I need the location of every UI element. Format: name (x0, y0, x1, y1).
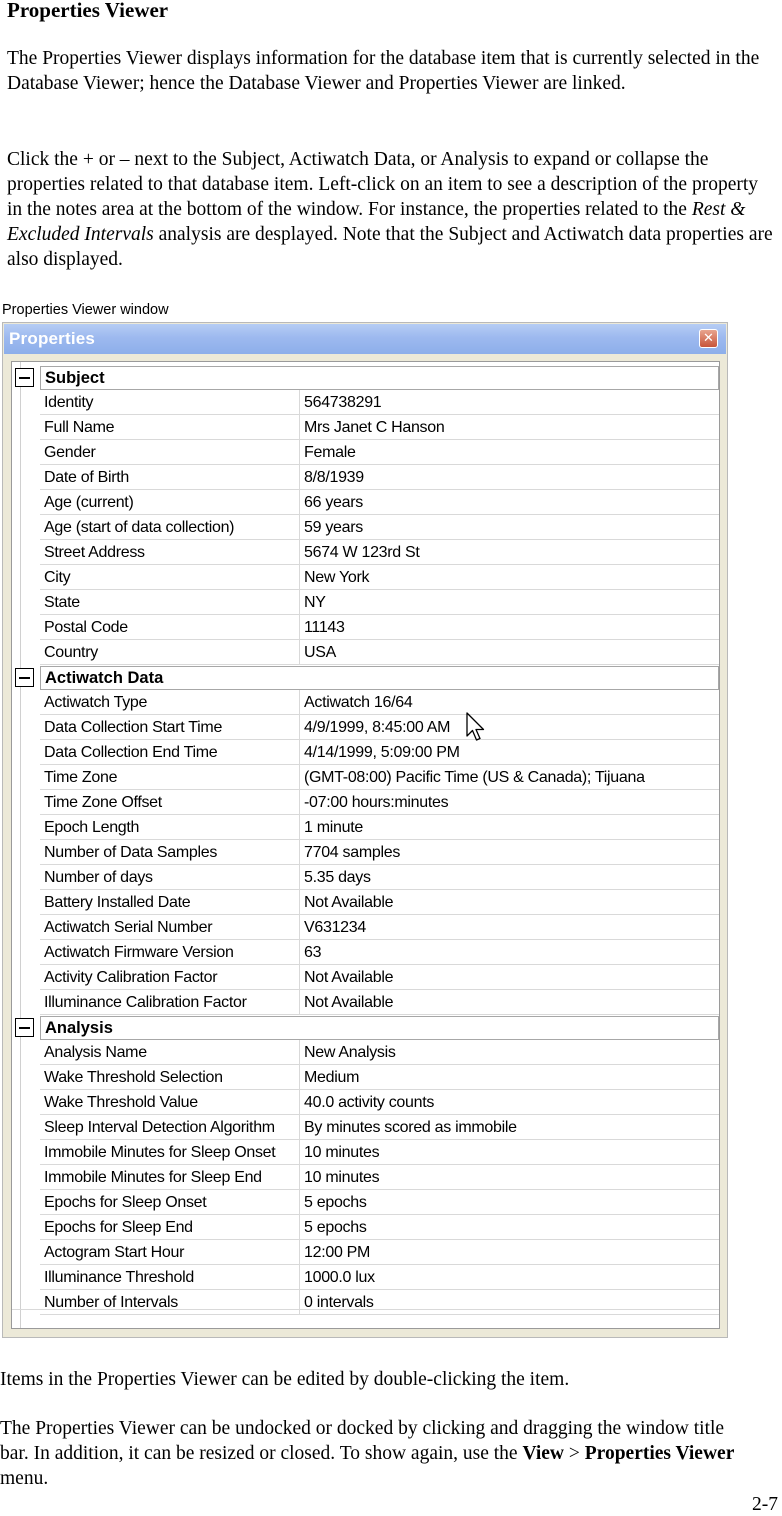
intro-paragraph: The Properties Viewer displays information for the database item that is currently selected in the Database Viewer; hence the Database Viewer and Properties Viewer are linked. (7, 48, 760, 94)
property-row[interactable] (15, 540, 719, 565)
property-name[interactable]: Gender (40, 440, 300, 465)
property-row[interactable] (15, 1065, 719, 1090)
property-value[interactable]: 5.35 days (300, 865, 719, 890)
property-value[interactable]: V631234 (300, 915, 719, 940)
property-value[interactable]: Actiwatch 16/64 (300, 690, 719, 715)
property-row[interactable] (15, 815, 719, 840)
category-row-actiwatch-data[interactable] (15, 665, 719, 690)
property-row[interactable] (15, 990, 719, 1015)
property-row[interactable] (15, 440, 719, 465)
property-value[interactable]: 7704 samples (300, 840, 719, 865)
property-row[interactable] (15, 715, 719, 740)
category-label: Actiwatch Data (40, 666, 719, 690)
property-row[interactable] (15, 465, 719, 490)
dock-note-text-b: menu. (0, 1468, 49, 1489)
property-row[interactable] (15, 865, 719, 890)
property-name[interactable]: Wake Threshold Selection (40, 1065, 300, 1090)
property-value[interactable]: 5 epochs (300, 1190, 719, 1215)
figure-caption: Properties Viewer window (2, 302, 169, 318)
close-icon: ✕ (703, 331, 714, 346)
property-name[interactable]: Actiwatch Serial Number (40, 915, 300, 940)
property-value[interactable]: 1 minute (300, 815, 719, 840)
property-row[interactable] (15, 890, 719, 915)
property-name[interactable]: Data Collection End Time (40, 740, 300, 765)
property-row[interactable] (15, 1165, 719, 1190)
property-value[interactable]: 8/8/1939 (300, 465, 719, 490)
property-name[interactable]: State (40, 590, 300, 615)
category-row-subject[interactable] (15, 365, 719, 390)
property-name[interactable]: Immobile Minutes for Sleep End (40, 1165, 300, 1190)
property-name[interactable]: Epochs for Sleep End (40, 1215, 300, 1240)
edit-note-paragraph: Items in the Properties Viewer can be edited by double-clicking the item. (0, 1369, 570, 1390)
menu-path-separator: > (563, 1443, 585, 1464)
property-value[interactable]: 63 (300, 940, 719, 965)
property-name[interactable]: Number of Intervals (40, 1290, 300, 1315)
property-name[interactable]: Date of Birth (40, 465, 300, 490)
property-value[interactable]: NY (300, 590, 719, 615)
property-value[interactable]: 11143 (300, 615, 719, 640)
property-name[interactable]: Time Zone Offset (40, 790, 300, 815)
property-row[interactable] (15, 1090, 719, 1115)
property-name[interactable]: City (40, 565, 300, 590)
category-label: Subject (40, 366, 719, 390)
property-value[interactable]: 1000.0 lux (300, 1265, 719, 1290)
dock-note-text-a: The Properties Viewer can be undocked or docked by clicking and dragging the window title bar. In addition, it can be resized or closed. To show again, use the (0, 1418, 725, 1464)
page-number: 2-7 (752, 1494, 778, 1515)
analysis-name-emphasis: Rest & Excluded Intervals (7, 199, 746, 245)
property-value[interactable]: USA (300, 640, 719, 665)
property-name[interactable]: Analysis Name (40, 1040, 300, 1065)
collapse-icon[interactable] (15, 368, 34, 387)
property-value[interactable]: 12:00 PM (300, 1240, 719, 1265)
window-title: Properties (9, 329, 96, 348)
property-name[interactable]: Time Zone (40, 765, 300, 790)
window-title-bar[interactable] (4, 324, 726, 354)
property-grid-frame (11, 361, 720, 1329)
property-value[interactable]: 5674 W 123rd St (300, 540, 719, 565)
property-name[interactable]: Number of days (40, 865, 300, 890)
property-row[interactable] (15, 565, 719, 590)
instructions-text-b: analysis are desplayed. Note that the Subject and Actiwatch data properties are also displayed. (7, 224, 773, 270)
property-name[interactable]: Age (start of data collection) (40, 515, 300, 540)
property-value[interactable]: 10 minutes (300, 1165, 719, 1190)
property-value[interactable]: 40.0 activity counts (300, 1090, 719, 1115)
property-value[interactable]: Not Available (300, 965, 719, 990)
property-row[interactable] (15, 490, 719, 515)
close-button[interactable] (699, 329, 718, 348)
property-row[interactable] (15, 1115, 719, 1140)
property-row[interactable] (15, 790, 719, 815)
property-name[interactable]: Epoch Length (40, 815, 300, 840)
property-name[interactable]: Data Collection Start Time (40, 715, 300, 740)
property-name[interactable]: Illuminance Calibration Factor (40, 990, 300, 1015)
property-row[interactable] (15, 640, 719, 665)
dock-note-paragraph (0, 1416, 740, 1491)
property-value[interactable]: 4/14/1999, 5:09:00 PM (300, 740, 719, 765)
property-value[interactable]: New Analysis (300, 1040, 719, 1065)
property-value[interactable]: 0 intervals (300, 1290, 719, 1315)
property-value[interactable]: Not Available (300, 990, 719, 1015)
property-name[interactable]: Number of Data Samples (40, 840, 300, 865)
instructions-text-a: Click the + or – next to the Subject, Actiwatch Data, or Analysis to expand or collapse the properties related to that database item. Left-click on an item to see a description of the property in the notes area at the bottom of the window. For instance, the properties related to the (7, 149, 759, 220)
property-row[interactable] (15, 690, 719, 715)
property-value[interactable]: -07:00 hours:minutes (300, 790, 719, 815)
property-name[interactable]: Postal Code (40, 615, 300, 640)
property-name[interactable]: Sleep Interval Detection Algorithm (40, 1115, 300, 1140)
property-name[interactable]: Illuminance Threshold (40, 1265, 300, 1290)
property-value[interactable]: Not Available (300, 890, 719, 915)
property-row[interactable] (15, 740, 719, 765)
property-row[interactable] (15, 965, 719, 990)
property-name[interactable]: Country (40, 640, 300, 665)
property-value[interactable]: By minutes scored as immobile (300, 1115, 719, 1140)
property-value[interactable]: 5 epochs (300, 1215, 719, 1240)
collapse-icon[interactable] (15, 668, 34, 687)
property-row[interactable] (15, 590, 719, 615)
property-row[interactable] (15, 940, 719, 965)
property-name[interactable]: Activity Calibration Factor (40, 965, 300, 990)
category-label: Analysis (40, 1016, 719, 1040)
property-value[interactable]: 4/9/1999, 8:45:00 AM (300, 715, 719, 740)
property-row[interactable] (15, 1140, 719, 1165)
property-name[interactable]: Identity (40, 390, 300, 415)
property-name[interactable]: Actiwatch Type (40, 690, 300, 715)
property-value[interactable]: Medium (300, 1065, 719, 1090)
property-name[interactable]: Full Name (40, 415, 300, 440)
property-row[interactable] (15, 1190, 719, 1215)
property-value[interactable]: Mrs Janet C Hanson (300, 415, 719, 440)
document-title: Properties Viewer (7, 0, 169, 22)
property-row[interactable] (15, 915, 719, 940)
properties-window (2, 322, 728, 1338)
property-value[interactable]: 10 minutes (300, 1140, 719, 1165)
collapse-icon[interactable] (15, 1018, 34, 1037)
properties-viewer-menu-label: Properties Viewer (584, 1443, 735, 1464)
grid-bottom-area (12, 1309, 719, 1328)
property-name[interactable]: Age (current) (40, 490, 300, 515)
property-row[interactable] (15, 390, 719, 415)
property-row[interactable] (15, 1240, 719, 1265)
property-row[interactable] (15, 1265, 719, 1290)
instructions-paragraph (7, 147, 777, 272)
view-menu-label: View (522, 1443, 564, 1464)
property-name[interactable]: Immobile Minutes for Sleep Onset (40, 1140, 300, 1165)
property-value[interactable]: 59 years (300, 515, 719, 540)
property-value[interactable]: Female (300, 440, 719, 465)
property-row[interactable] (15, 840, 719, 865)
property-name[interactable]: Actogram Start Hour (40, 1240, 300, 1265)
property-name[interactable]: Wake Threshold Value (40, 1090, 300, 1115)
property-name[interactable]: Actiwatch Firmware Version (40, 940, 300, 965)
mouse-pointer-icon (466, 712, 486, 744)
property-name[interactable]: Epochs for Sleep Onset (40, 1190, 300, 1215)
property-row[interactable] (15, 1215, 719, 1240)
category-row-analysis[interactable] (15, 1015, 719, 1040)
property-name[interactable]: Street Address (40, 540, 300, 565)
property-row[interactable] (15, 1040, 719, 1065)
property-row[interactable] (15, 765, 719, 790)
property-value[interactable]: (GMT-08:00) Pacific Time (US & Canada); Tijuana (300, 765, 719, 790)
property-value[interactable]: New York (300, 565, 719, 590)
property-grid (15, 365, 719, 1315)
property-value[interactable]: 66 years (300, 490, 719, 515)
property-value[interactable]: 564738291 (300, 390, 719, 415)
property-row[interactable] (15, 515, 719, 540)
property-name[interactable]: Battery Installed Date (40, 890, 300, 915)
property-row[interactable] (15, 615, 719, 640)
property-row[interactable] (15, 415, 719, 440)
